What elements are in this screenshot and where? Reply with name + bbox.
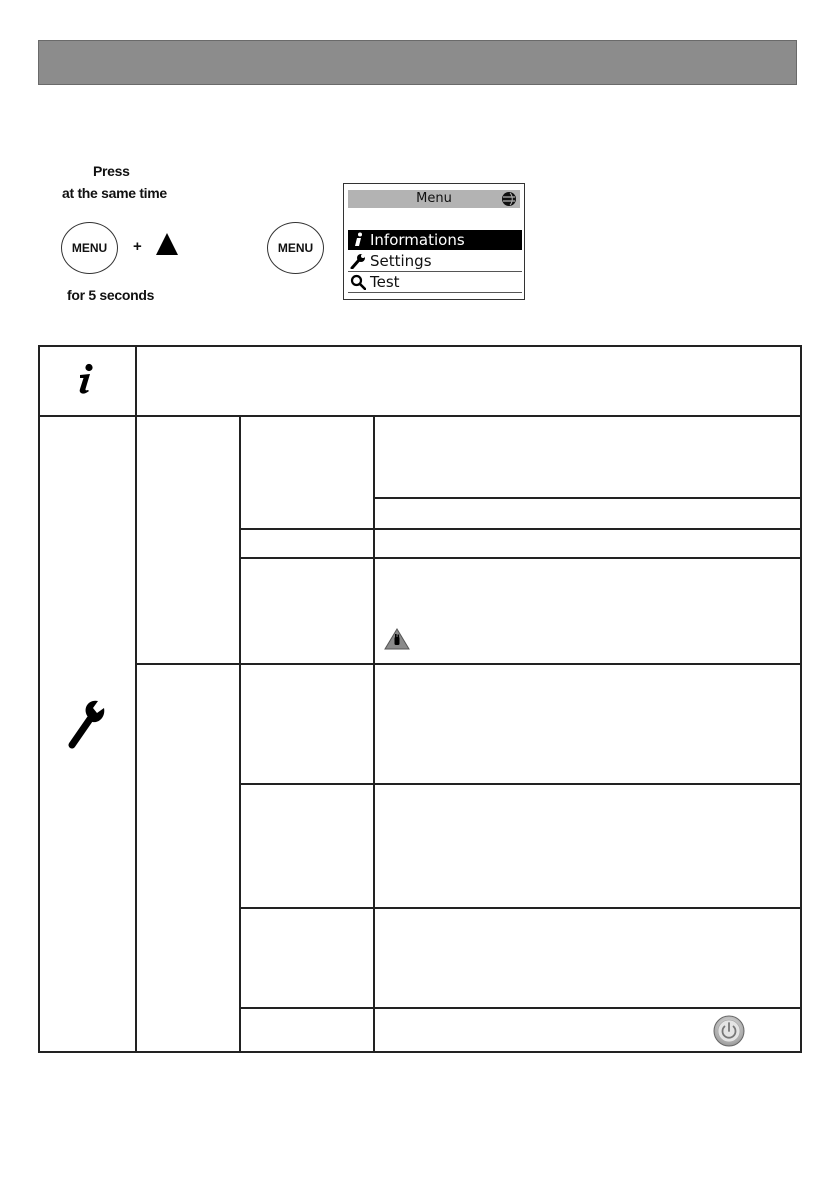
wrench-icon xyxy=(66,697,108,749)
screen-divider xyxy=(348,292,522,293)
col-divider-2 xyxy=(239,415,241,1053)
menu-button-illustration xyxy=(61,222,118,274)
screen-menu-item-test xyxy=(348,272,522,292)
screen-title-bar xyxy=(348,190,520,208)
row-divider xyxy=(239,1007,802,1009)
table-border-bottom xyxy=(38,1051,802,1053)
magnifier-icon xyxy=(348,274,368,290)
screen-menu-item-label: Test xyxy=(370,273,400,291)
menu-button-label-2: MENU xyxy=(277,241,314,255)
menu-button-label: MENU xyxy=(71,241,108,255)
instruction-same-time: at the same time xyxy=(62,185,167,201)
col-divider-1 xyxy=(135,345,137,1053)
language-icon xyxy=(501,191,517,207)
info-icon xyxy=(75,363,97,395)
plus-sign: + xyxy=(133,238,142,255)
info-icon xyxy=(348,232,368,248)
menu-button-illustration-2 xyxy=(267,222,324,274)
col-divider-3 xyxy=(373,415,375,1053)
device-screen xyxy=(343,183,525,300)
up-arrow-icon xyxy=(156,233,178,255)
group-divider xyxy=(135,663,802,665)
row-divider-info xyxy=(38,415,802,417)
row-divider xyxy=(373,497,802,499)
table-border-left xyxy=(38,345,40,1053)
screen-menu-item-informations xyxy=(348,230,522,250)
screen-menu-item-label: Informations xyxy=(370,231,465,249)
power-button-icon xyxy=(713,1015,745,1047)
section-header-bar xyxy=(38,40,797,85)
settings-table xyxy=(38,345,802,1053)
wrench-icon xyxy=(348,253,368,269)
screen-title: Menu xyxy=(416,191,452,206)
instruction-press: Press xyxy=(93,163,130,179)
screen-menu-item-label: Settings xyxy=(370,252,432,270)
row-divider xyxy=(239,907,802,909)
table-border-top xyxy=(38,345,802,347)
warning-hand-icon xyxy=(384,628,410,650)
row-divider xyxy=(239,528,802,530)
row-divider xyxy=(239,783,802,785)
row-divider xyxy=(239,557,802,559)
screen-menu-item-settings xyxy=(348,251,522,271)
instruction-duration: for 5 seconds xyxy=(67,287,155,303)
table-border-right xyxy=(800,345,802,1053)
